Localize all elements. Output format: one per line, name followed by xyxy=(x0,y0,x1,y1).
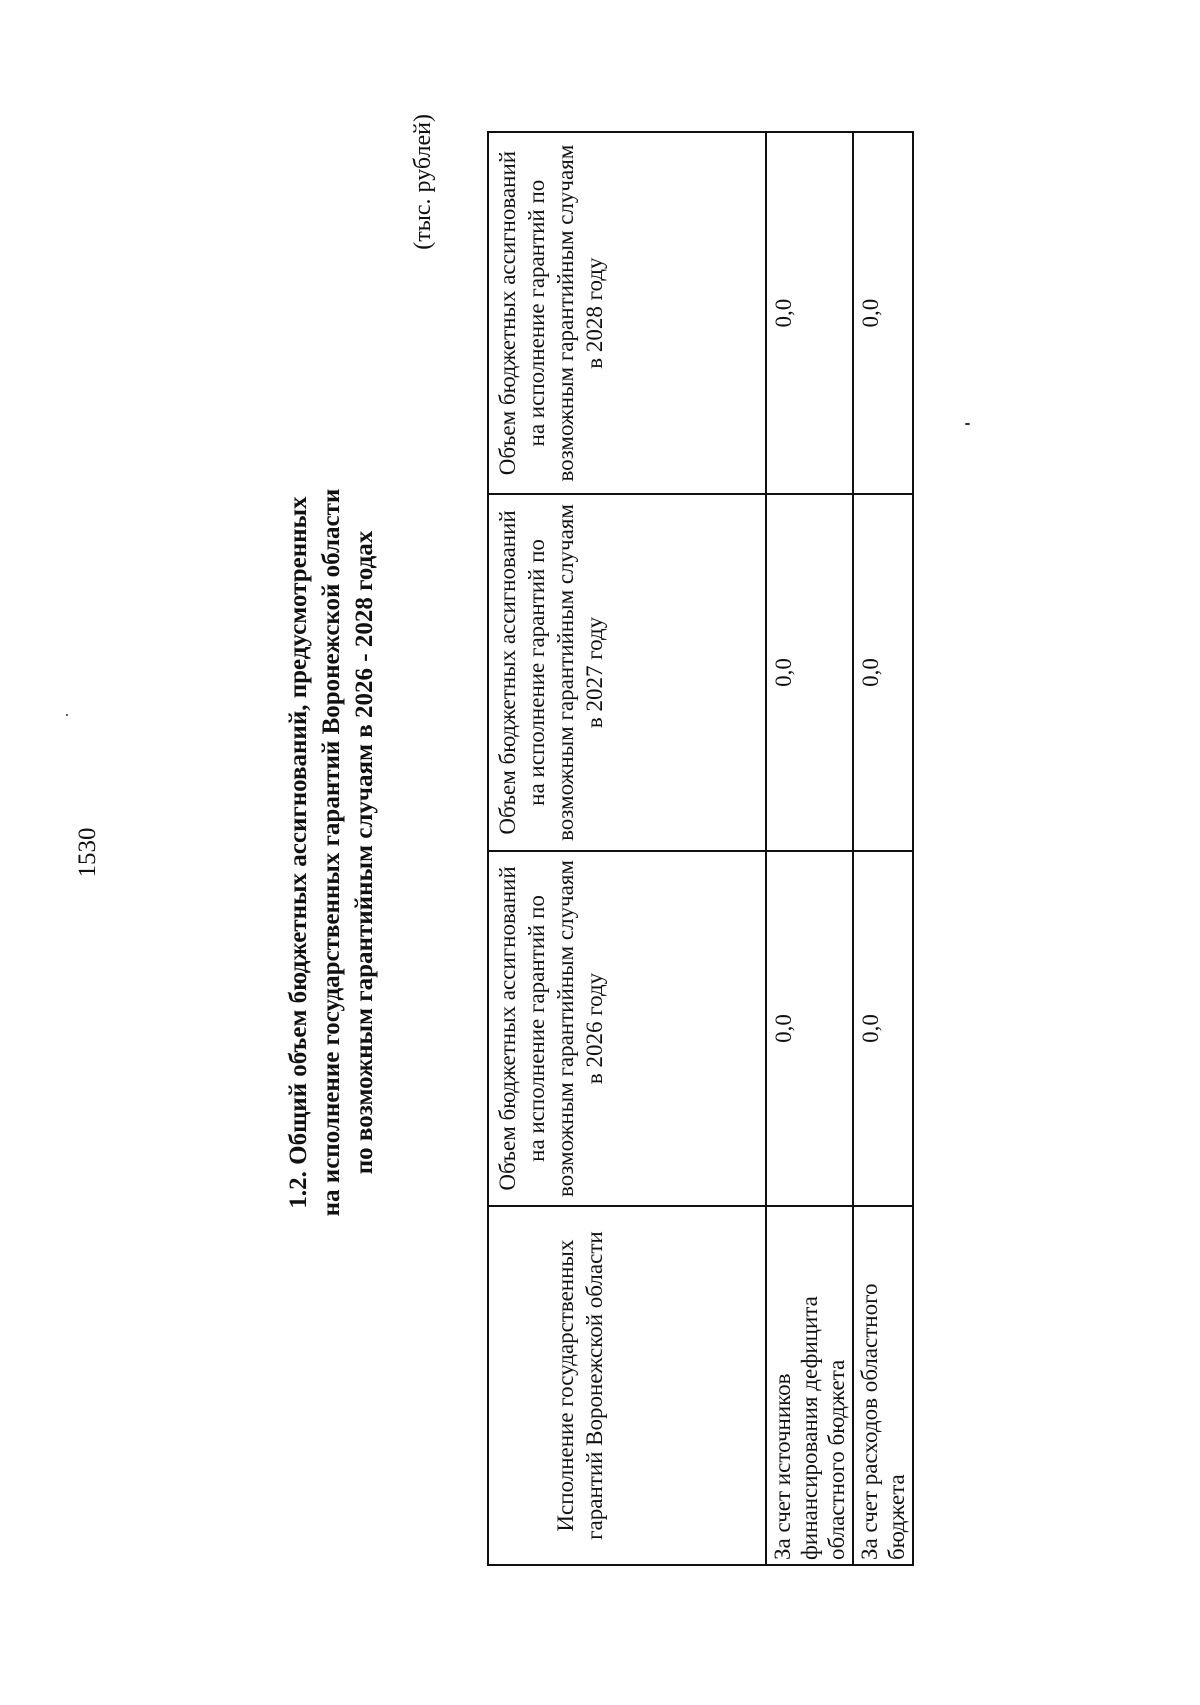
table-row xyxy=(766,132,853,1565)
page-number: 1530 xyxy=(74,827,101,878)
title-line-3: по возможным гарантийным случаям в 2026 - 2028 годах xyxy=(351,530,378,1175)
title-line-1: 1.2. Общий объем бюджетных ассигнований, предусмотренных xyxy=(285,496,312,1209)
scan-speck xyxy=(965,423,970,425)
row-label: За счет источников финансирования дефицита областного бюджета xyxy=(766,1206,853,1565)
header-cell-execution: Исполнение государственных гарантий Воронежской области xyxy=(488,1206,766,1565)
section-title xyxy=(282,0,381,1705)
table-row xyxy=(853,132,913,1565)
table-header-row xyxy=(488,132,766,1565)
header-cell-2026: Объем бюджетных ассигнований на исполнение гарантий по возможным гарантийным случаям в 2026 году xyxy=(488,851,766,1206)
header-cell-2028: Объем бюджетных ассигнований на исполнение гарантий по возможным гарантийным случаям в 2028 году xyxy=(488,132,766,494)
title-line-2: на исполнение государственных гарантий Воронежской области xyxy=(318,488,345,1217)
row-value-2028: 0,0 xyxy=(766,132,853,494)
guarantees-table xyxy=(487,131,914,1566)
row-value-2026: 0,0 xyxy=(766,851,853,1206)
header-cell-2027: Объем бюджетных ассигнований на исполнение гарантий по возможным гарантийным случаям в 2027 году xyxy=(488,494,766,851)
row-value-2026: 0,0 xyxy=(853,851,913,1206)
row-label: За счет расходов областного бюджета xyxy=(853,1206,913,1565)
row-value-2028: 0,0 xyxy=(853,132,913,494)
row-value-2027: 0,0 xyxy=(766,494,853,851)
row-value-2027: 0,0 xyxy=(853,494,913,851)
units-note: (тыс. рублей) xyxy=(410,114,436,250)
scan-speck xyxy=(66,714,68,716)
